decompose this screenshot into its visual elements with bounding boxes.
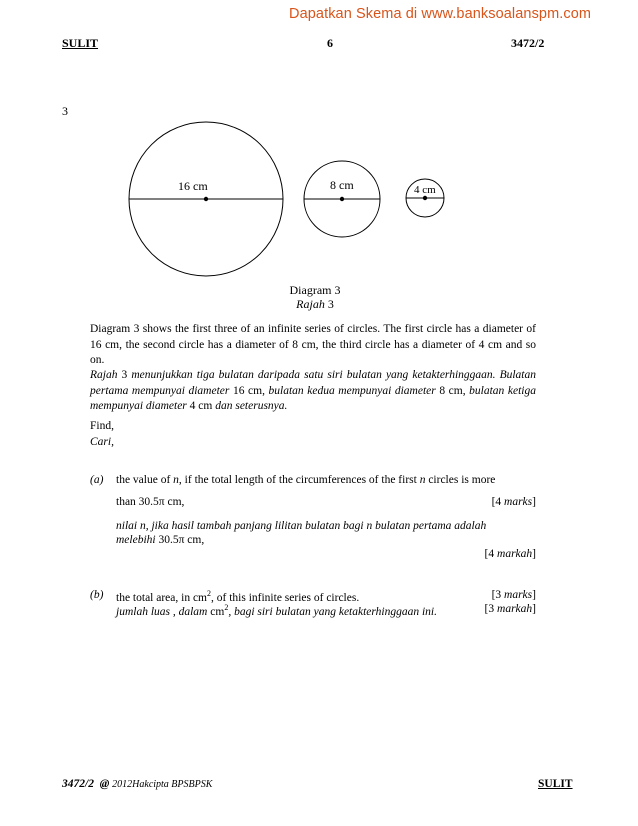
part-a-marks-ms: [4 markah] (484, 548, 536, 560)
header-classification: SULIT (62, 36, 99, 50)
center-dot-medium (340, 197, 344, 201)
find-en: Find, (90, 420, 114, 432)
part-a-line1: the value of n, if the total length of the circumferences of the first n circles is more (116, 474, 496, 486)
footer-code: 3472/2 (62, 778, 94, 790)
intro-english: Diagram 3 shows the first three of an infinite series of circles. The first circle has a diameter of 16 cm, the second circle has a diameter of 8 cm, the third circle has a diameter of 4 cm and so on. (90, 323, 536, 366)
part-a-ms-line1: nilai n, jika hasil tambah panjang lilitan bulatan bagi n bulatan pertama adalah (116, 520, 487, 532)
source-banner: Dapatkan Skema di www.banksoalanspm.com (289, 6, 592, 22)
part-b-marks-en: [3 marks] (491, 589, 536, 601)
page-number: 6 (327, 36, 333, 50)
part-a-marks-en: [4 marks] (491, 496, 536, 508)
part-b-label: (b) (90, 589, 104, 601)
copyright-text: 2012Hakcipta BPSBPSK (112, 779, 213, 790)
center-dot-small (423, 196, 427, 200)
find-instruction (90, 419, 114, 450)
label-diameter-small: 4 cm (414, 184, 436, 196)
copyright-symbol: @ (99, 778, 110, 790)
label-diameter-large: 16 cm (178, 179, 208, 193)
footer-classification: SULIT (538, 778, 573, 790)
paper-code: 3472/2 (511, 36, 545, 50)
find-ms: Cari, (90, 435, 114, 448)
part-b-marks-ms: [3 markah] (484, 603, 536, 615)
footer-left (62, 778, 212, 790)
part-a-ms-line2: melebihi 30.5π cm, (116, 534, 205, 546)
label-diameter-medium: 8 cm (330, 178, 354, 192)
part-b-ms-line: jumlah luas , dalam $cm^2$, bagi siri bulatan yang ketakterhinggaan ini. (116, 603, 438, 618)
intro-malay: Rajah 3 menunjukkan tiga bulatan daripada satu siri bulatan yang ketakterhinggaan. Bulatan pertama mempunyai diameter 16 cm, bulatan kedua mempunyai diameter 8 cm, bulatan ketiga mempunyai diameter 4 cm dan seterusnya. (90, 369, 536, 412)
diagram-caption-ms: Rajah 3 (296, 297, 334, 311)
circles-diagram (0, 0, 638, 280)
center-dot-large (204, 197, 208, 201)
part-a-label: (a) (90, 474, 104, 486)
part-b-line1: the total area, in $cm^2$, of this infinite series of circles. (116, 589, 360, 604)
diagram-caption-en: Diagram 3 (289, 283, 341, 297)
question-number: 3 (62, 104, 68, 118)
part-a-line2: than 30.5π cm, (116, 496, 185, 508)
